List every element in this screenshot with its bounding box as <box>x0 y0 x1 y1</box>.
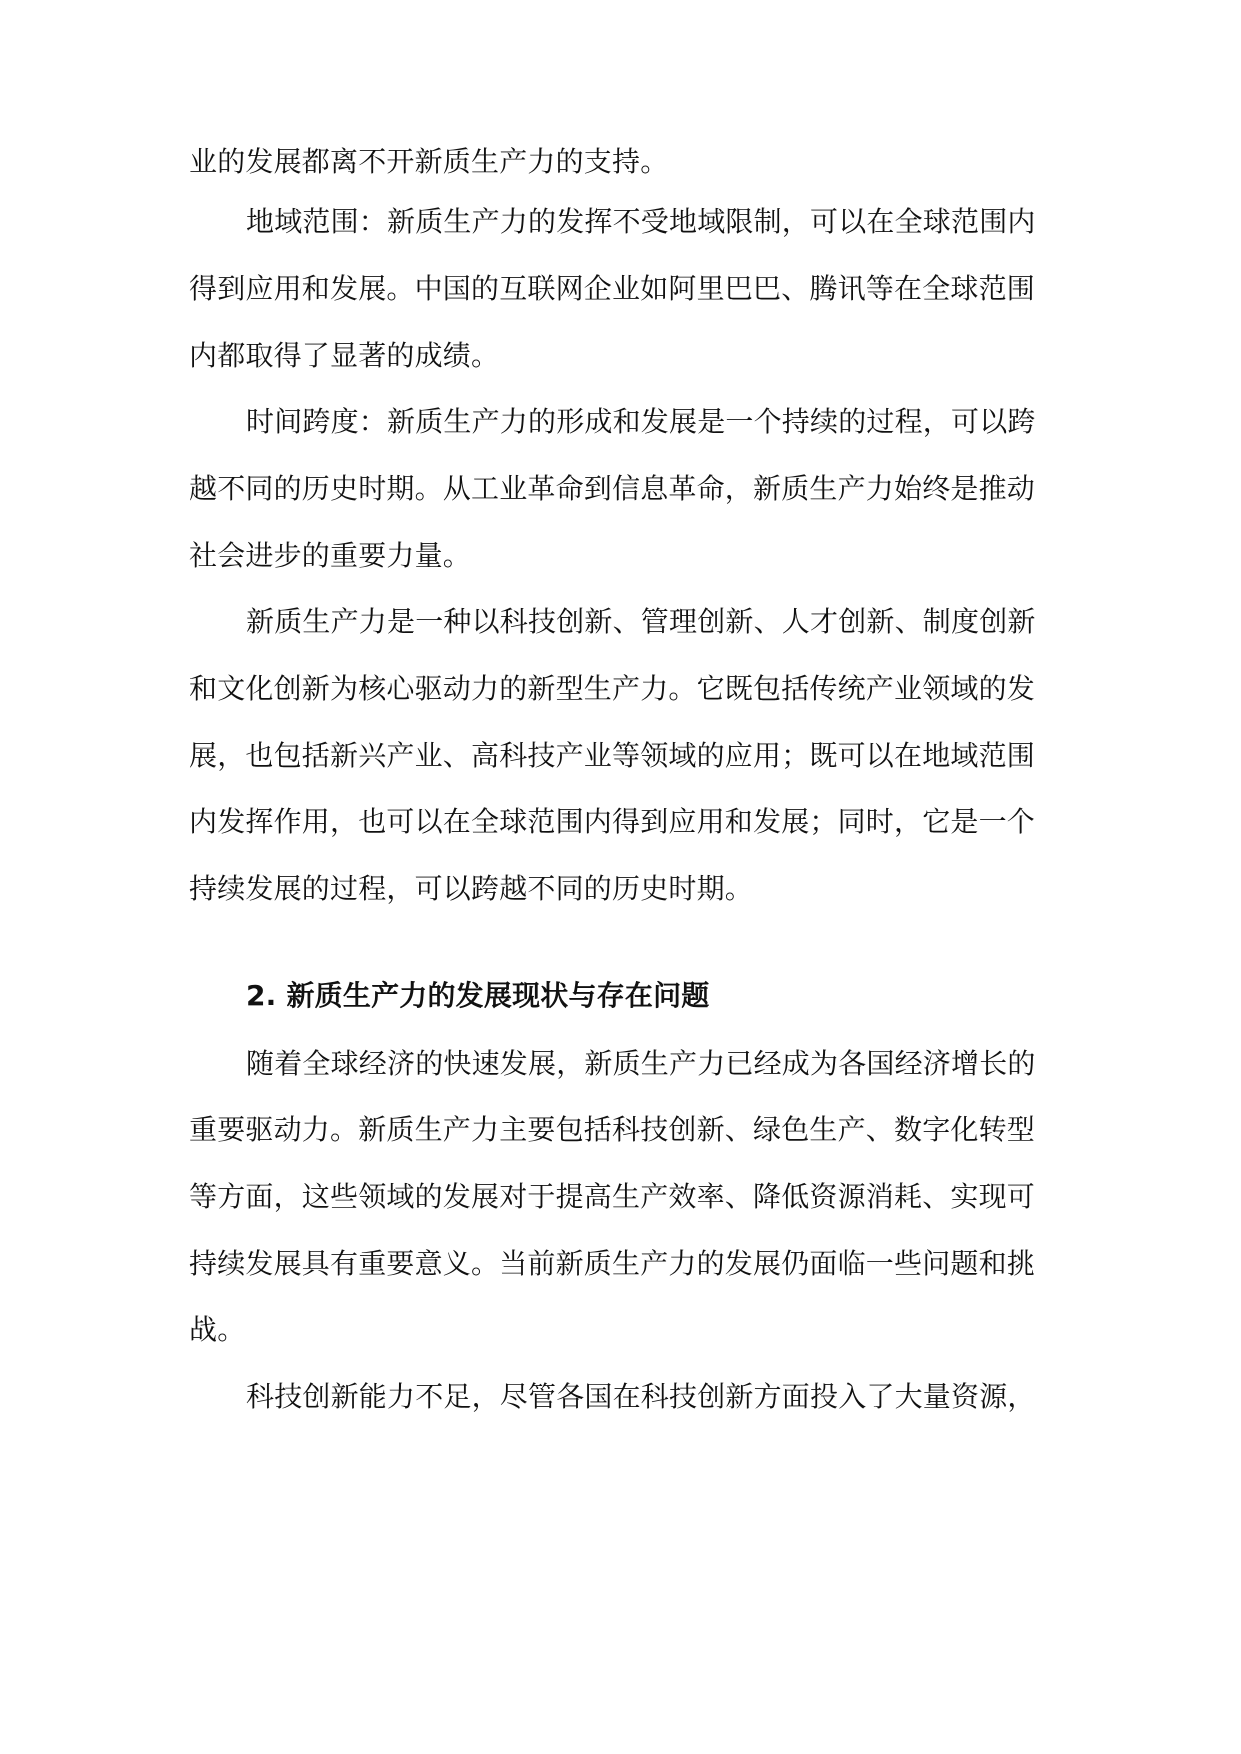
text-line: 时间跨度：新质生产力的形成和发展是一个持续的过程，可以跨 <box>246 405 1036 438</box>
text-line: 战。 <box>189 1313 246 1346</box>
text-line: 等方面，这些领域的发展对于提高生产效率、降低资源消耗、实现可 <box>189 1180 1036 1213</box>
section-heading: 2. 新质生产力的发展现状与存在问题 <box>246 979 710 1012</box>
text-line: 社会进步的重要力量。 <box>189 539 472 572</box>
text-line: 展，也包括新兴产业、高科技产业等领域的应用；既可以在地域范围 <box>189 739 1036 772</box>
text-line: 新质生产力是一种以科技创新、管理创新、人才创新、制度创新 <box>246 605 1036 638</box>
text-line: 持续发展的过程，可以跨越不同的历史时期。 <box>189 872 754 905</box>
text-line: 越不同的历史时期。从工业革命到信息革命，新质生产力始终是推动 <box>189 472 1036 505</box>
text-line: 内都取得了显著的成绩。 <box>189 339 500 372</box>
text-line: 地域范围：新质生产力的发挥不受地域限制，可以在全球范围内 <box>246 205 1036 238</box>
text-line: 得到应用和发展。中国的互联网企业如阿里巴巴、腾讯等在全球范围 <box>189 272 1036 305</box>
text-line: 和文化创新为核心驱动力的新型生产力。它既包括传统产业领域的发 <box>189 672 1036 705</box>
text-line: 持续发展具有重要意义。当前新质生产力的发展仍面临一些问题和挑 <box>189 1247 1036 1280</box>
text-line: 随着全球经济的快速发展，新质生产力已经成为各国经济增长的 <box>246 1047 1036 1080</box>
text-line: 业的发展都离不开新质生产力的支持。 <box>189 145 669 178</box>
text-line: 内发挥作用，也可以在全球范围内得到应用和发展；同时，它是一个 <box>189 805 1036 838</box>
text-line: 重要驱动力。新质生产力主要包括科技创新、绿色生产、数字化转型 <box>189 1113 1036 1146</box>
text-line: 科技创新能力不足，尽管各国在科技创新方面投入了大量资源， <box>246 1380 1036 1413</box>
